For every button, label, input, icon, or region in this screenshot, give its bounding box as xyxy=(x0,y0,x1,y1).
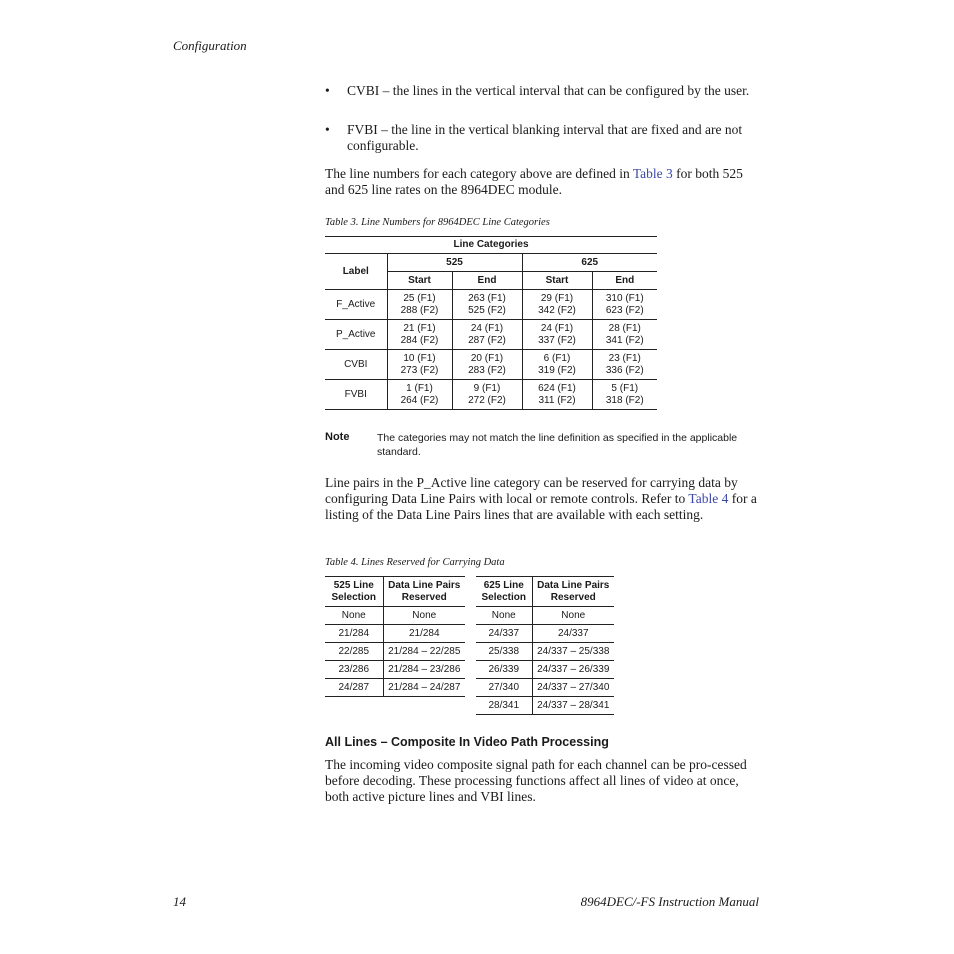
table-cell: None xyxy=(325,607,383,625)
table-cell: 21/284 – 24/287 xyxy=(383,679,465,697)
paragraph-text: for both 525 and 625 line rates on the 8964DEC module. xyxy=(325,166,743,197)
table-4-caption: Table 4. Lines Reserved for Carrying Data xyxy=(325,557,505,568)
table-cell: 24 (F1) 337 (F2) xyxy=(522,320,592,350)
table-cell: 24/287 xyxy=(325,679,383,697)
row-label: FVBI xyxy=(325,380,387,410)
label-column-header: Label xyxy=(325,254,387,290)
rate-625-header: 625 xyxy=(522,254,657,272)
note-label: Note xyxy=(325,431,350,443)
table-cell: None xyxy=(532,607,614,625)
row-label: F_Active xyxy=(325,290,387,320)
table-3-caption: Table 3. Line Numbers for 8964DEC Line Categories xyxy=(325,217,550,228)
row-label: P_Active xyxy=(325,320,387,350)
table-cell: 24/337 – 28/341 xyxy=(532,697,614,715)
table-cell: 10 (F1) 273 (F2) xyxy=(387,350,452,380)
section-paragraph: The incoming video composite signal path for each channel can be pro-cessed before decoding. These processing functions affect all lines of video at once, both active picture lines and VBI lines. xyxy=(325,757,747,804)
table-cell: 6 (F1) 319 (F2) xyxy=(522,350,592,380)
table-cell: 24/337 – 26/339 xyxy=(532,661,614,679)
table-cell: 5 (F1) 318 (F2) xyxy=(592,380,657,410)
table-row xyxy=(476,661,614,679)
bullet-marker: • xyxy=(325,83,330,98)
table-cell: 28 (F1) 341 (F2) xyxy=(592,320,657,350)
reserved-625-header: Data Line Pairs Reserved xyxy=(532,577,614,607)
table-4-625 xyxy=(476,576,614,715)
table-cell: None xyxy=(383,607,465,625)
table-row xyxy=(325,607,465,625)
table-cell: 9 (F1) 272 (F2) xyxy=(452,380,522,410)
paragraph-text: for a listing of the Data Line Pairs lines that are available with each setting. xyxy=(325,491,757,522)
table-cell: 23 (F1) 336 (F2) xyxy=(592,350,657,380)
row-label: CVBI xyxy=(325,350,387,380)
rate-525-header: 525 xyxy=(387,254,522,272)
table-cell: 24/337 xyxy=(476,625,532,643)
section-heading: All Lines – Composite In Video Path Processing xyxy=(325,735,609,749)
table-cell: 25 (F1) 288 (F2) xyxy=(387,290,452,320)
table-cell: 310 (F1) 623 (F2) xyxy=(592,290,657,320)
table-4-525 xyxy=(325,576,465,697)
table-cell: 24/337 – 25/338 xyxy=(532,643,614,661)
table-cell: 24/337 – 27/340 xyxy=(532,679,614,697)
table-cell: 24/337 xyxy=(532,625,614,643)
table-cell: 21/284 xyxy=(325,625,383,643)
table-cell: None xyxy=(476,607,532,625)
table-cell: 21/284 xyxy=(383,625,465,643)
table-row xyxy=(476,679,614,697)
reserved-525-header: Data Line Pairs Reserved xyxy=(383,577,465,607)
table-cell: 21 (F1) 284 (F2) xyxy=(387,320,452,350)
paragraph-line-pairs xyxy=(325,475,760,523)
table-cell: 624 (F1) 311 (F2) xyxy=(522,380,592,410)
table-row xyxy=(476,697,614,715)
table-row xyxy=(325,679,465,697)
table-row xyxy=(325,350,657,380)
table-row xyxy=(476,607,614,625)
table-row xyxy=(325,320,657,350)
table-cell: 24 (F1) 287 (F2) xyxy=(452,320,522,350)
table-cell: 22/285 xyxy=(325,643,383,661)
table-row xyxy=(325,643,465,661)
bullet-text: FVBI – the line in the vertical blanking interval that are fixed and are not configurable. xyxy=(347,122,743,153)
table-3-link[interactable]: Table 3 xyxy=(632,166,673,181)
bullet-text: CVBI – the lines in the vertical interval that can be configured by the user. xyxy=(347,83,750,98)
running-header: Configuration xyxy=(173,38,247,53)
table-cell: 20 (F1) 283 (F2) xyxy=(452,350,522,380)
paragraph-text: Line pairs in the P_Active line category can be reserved for carrying data by configuring Data Line Pairs with local or remote controls. Refer to xyxy=(325,475,738,506)
bullet-marker: • xyxy=(325,122,330,137)
table-3 xyxy=(325,236,657,410)
note-text: The categories may not match the line definition as specified in the applicable standard. xyxy=(377,432,738,458)
start-header: Start xyxy=(522,272,592,290)
table-cell: 28/341 xyxy=(476,697,532,715)
table-row xyxy=(325,290,657,320)
start-header: Start xyxy=(387,272,452,290)
table-cell: 29 (F1) 342 (F2) xyxy=(522,290,592,320)
line-categories-header: Line Categories xyxy=(325,237,657,254)
table-cell: 21/284 – 23/286 xyxy=(383,661,465,679)
page-number: 14 xyxy=(173,894,186,909)
table-row xyxy=(476,625,614,643)
table-cell: 27/340 xyxy=(476,679,532,697)
table-row xyxy=(476,643,614,661)
table-4-link[interactable]: Table 4 xyxy=(688,491,729,506)
paragraph-text: The line numbers for each category above are defined in xyxy=(325,166,633,181)
end-header: End xyxy=(452,272,522,290)
table-cell: 21/284 – 22/285 xyxy=(383,643,465,661)
manual-title: 8964DEC/-FS Instruction Manual xyxy=(580,894,759,909)
table-cell: 26/339 xyxy=(476,661,532,679)
selection-625-header: 625 Line Selection xyxy=(476,577,532,607)
end-header: End xyxy=(592,272,657,290)
selection-525-header: 525 Line Selection xyxy=(325,577,383,607)
table-cell: 23/286 xyxy=(325,661,383,679)
table-cell: 1 (F1) 264 (F2) xyxy=(387,380,452,410)
paragraph-line-numbers xyxy=(325,166,760,198)
table-row xyxy=(325,625,465,643)
table-cell: 25/338 xyxy=(476,643,532,661)
table-row xyxy=(325,661,465,679)
table-cell: 263 (F1) 525 (F2) xyxy=(452,290,522,320)
table-row xyxy=(325,380,657,410)
